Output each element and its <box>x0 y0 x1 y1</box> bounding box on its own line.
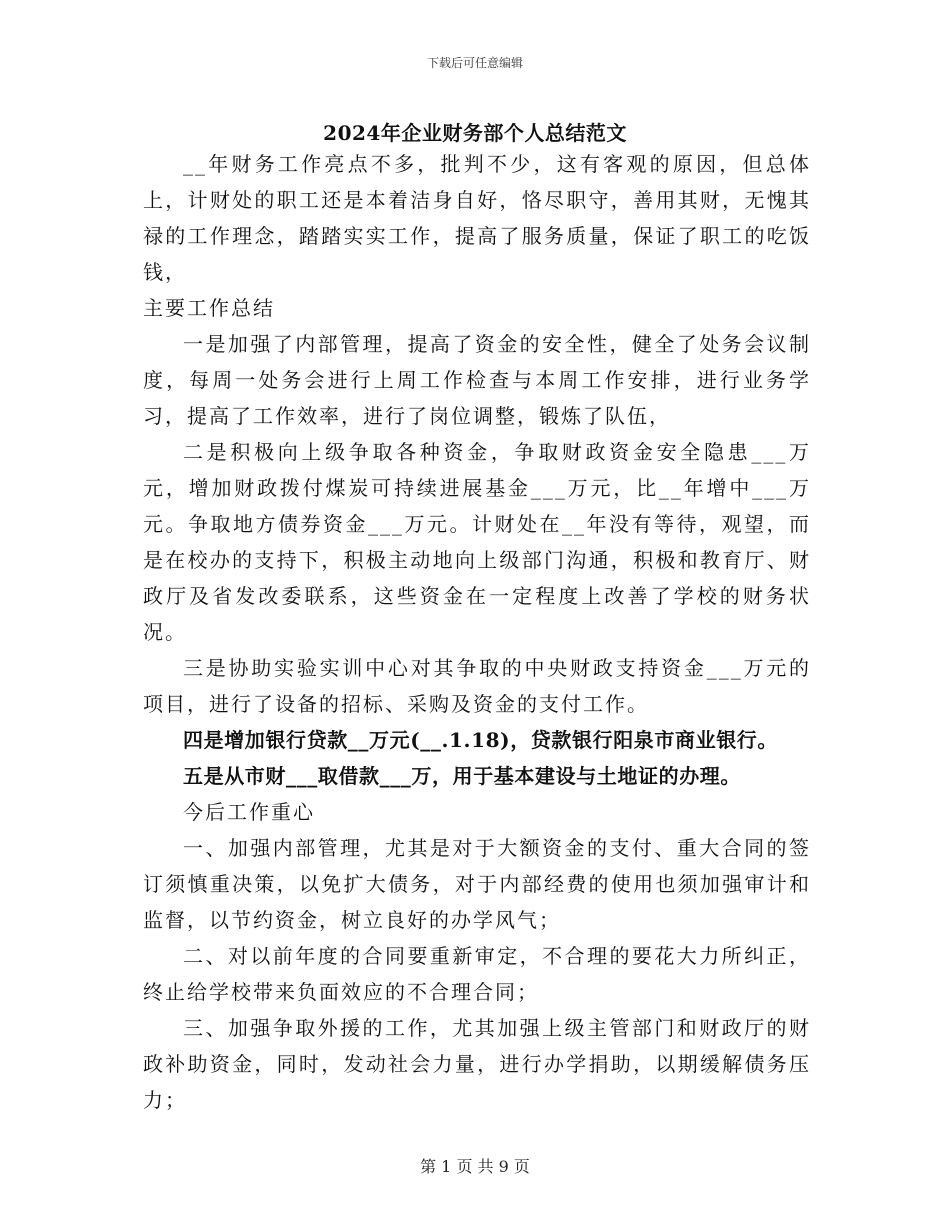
page-number: 第 1 页 共 9 页 <box>420 1157 530 1176</box>
paragraph-item-4: 四是增加银行贷款__万元(__.1.18)，贷款银行阳泉市商业银行。 <box>183 728 778 752</box>
paragraph-item-3: 三是协助实验实训中心对其争取的中央财政支持资金___万元的项目，进行了设备的招标、采购及资金的支付工作。 <box>143 656 811 716</box>
document-title: 2024年企业财务部个人总结范文 <box>323 121 627 145</box>
paragraph-focus-2: 二、对以前年度的合同要重新审定，不合理的要花大力所纠正，终止给学校带来负面效应的不合理合同； <box>143 944 811 1004</box>
section-heading-focus: 今后工作重心 <box>183 800 315 824</box>
paragraph-focus-3: 三、加强争取外援的工作，尤其加强上级主管部门和财政厅的财政补助资金，同时，发动社会力量，进行办学捐助，以期缓解债务压力； <box>143 1016 811 1112</box>
page-header-note: 下载后可任意编辑 <box>426 56 523 70</box>
section-heading-summary: 主要工作总结 <box>143 296 275 320</box>
paragraph-focus-1: 一、加强内部管理，尤其是对于大额资金的支付、重大合同的签订须慎重决策，以免扩大债务，对于内部经费的使用也须加强审计和监督，以节约资金，树立良好的办学风气； <box>143 836 811 932</box>
paragraph-intro: __年财务工作亮点不多，批判不少，这有客观的原因，但总体上，计财处的职工还是本着洁身自好，恪尽职守，善用其财，无愧其禄的工作理念，踏踏实实工作，提高了服务质量，保证了职工的吃饭钱， <box>143 152 811 284</box>
document-body <box>143 146 811 1118</box>
paragraph-item-1: 一是加强了内部管理，提高了资金的安全性，健全了处务会议制度，每周一处务会进行上周工作检查与本周工作安排，进行业务学习，提高了工作效率，进行了岗位调整，锻炼了队伍， <box>143 332 811 428</box>
paragraph-item-2: 二是积极向上级争取各种资金，争取财政资金安全隐患___万元，增加财政拨付煤炭可持续进展基金___万元，比__年增中___万元。争取地方债券资金___万元。计财处在__年没有等待，观望，而是在校办的支持下，积极主动地向上级部门沟通，积极和教育厅、财政厅及省发改委联系，这些资金在一定程度上改善了学校的财务状况。 <box>143 440 811 644</box>
paragraph-item-5: 五是从市财___取借款___万，用于基本建设与土地证的办理。 <box>183 764 741 788</box>
